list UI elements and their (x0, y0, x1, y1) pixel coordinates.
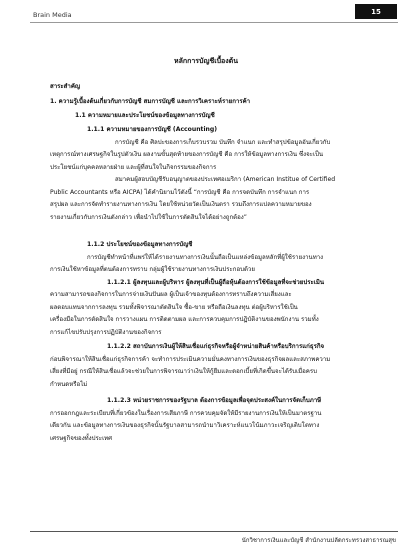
heading-line: 1.1.2 ประโยชน์ของข้อมูลทางการบัญชี (87, 241, 193, 248)
paragraph-line: เสี่ยงที่มีอยู่ กรณีให้สินเชื่อแล้วจะช่วยในการพิจารณาว่าเงินให้กู้ยืมและดอกเบี้ยที่เกิดขึ้นจะได้รับเมื่อครบ (50, 368, 318, 375)
heading-line: 1.1.2.3 หน่วยราชการของรัฐบาล ต้องการข้อมูลเพื่อจุดประสงค์ในการจัดเก็บภาษี (107, 397, 322, 404)
footer-text: นักวิชาการเงินและบัญชี สำนักงานปลัดกระทรวงสาธารณสุข (241, 537, 396, 544)
paragraph-line: ผลตอบแทนจากการลงทุน รวมทั้งพิจารณาตัดสินใจ ซื้อ-ขาย หรือถือเงินลงทุน ต่อผู้บริหารใช้เป็น (50, 304, 298, 311)
paragraph-line: ความสามารถของกิจการในการจ่ายเงินปันผล ผู้เป็นเจ้าของทุนต้องการทราบถึงความเสี่ยงและ (50, 291, 292, 298)
footer-divider (30, 531, 398, 532)
heading-line: 1.1.2.1 ผู้ลงทุนและผู้บริหาร ผู้ลงทุนที่เป็นผู้ถือหุ้นต้องการใช้ข้อมูลที่จะช่วยประเมิน (107, 279, 325, 286)
paragraph-line: Public Accountants หรือ AICPA) ได้คำนิยามไว้ดังนี้ “การบัญชี คือ การจดบันทึก การจำแนก การ (50, 189, 310, 196)
paragraph-line: สมาคมผู้สอบบัญชีรับอนุญาตของประเทศอเมริกา (American Institue of Certified (115, 176, 336, 183)
heading-line: 1. ความรู้เบื้องต้นเกี่ยวกับการบัญชี สมการบัญชี และการวิเคราะห์รายการค้า (50, 98, 251, 105)
paragraph-line: กำหนดหรือไม่ (50, 381, 88, 388)
paragraph-line: การแก้ไขปรับปรุงการปฏิบัติงานของกิจการ (50, 329, 162, 336)
heading-line: 1.1 ความหมายและประโยชน์ของข้อมูลทางการบัญชี (75, 112, 215, 119)
heading-line: 1.1.2.2 สถาบันการเงินผู้ให้สินเชื่อแก่ธุรกิจหรือผู้จำหน่ายสินค้าหรือบริการแก่ธุรกิจ (107, 343, 325, 350)
paragraph-line: เดียวกัน และข้อมูลทางการเงินของธุรกิจนั้นรัฐบาลสามารถนำมาวิเคราะห์แนวโน้มภาวะเจริญเติบโตทาง (50, 422, 320, 429)
header-divider (30, 22, 398, 23)
paragraph-line: สรุปผล และการจัดทำรายงานทางการเงิน โดยใช้หน่วยวัดเป็นเงินตรา รวมถึงการแปลความหมายของ (50, 201, 312, 208)
header-brand: Brain Media (33, 11, 72, 19)
paragraph-line: การบัญชีทำหน้าที่แพร่ให้ได้รายงานทางการเงินนั้นถือเป็นแหล่งข้อมูลหลักที่ผู้ใช้รายงานทาง (87, 254, 324, 261)
paragraph-line: การบัญชี คือ ศิลปะของการเก็บรวบรวม บันทึก จำแนก และทำสรุปข้อมูลอันเกี่ยวกับ (115, 139, 331, 146)
heading-line: 1.1.1 ความหมายของการบัญชี (Accounting) (87, 126, 218, 133)
paragraph-line: การเงินใช้หาข้อมูลที่ตนต้องการทราบ กลุ่มผู้ใช้รายงานทางการเงินประกอบด้วย (50, 266, 255, 273)
paragraph-line: ก่อนพิจารณาให้สินเชื่อแก่ธุรกิจการค้า จะทำการประเมินความมั่นคงทางการเงินของธุรกิจผลและสภาพความ (50, 356, 331, 363)
paragraph-line: เครื่องมือในการตัดสินใจ การวางแผน การติดตามผล และการควบคุมการปฏิบัติงานของพนักงาน รวมทั้ง (50, 316, 319, 323)
paragraph-line: การออกกฎและระเบียบที่เกี่ยวข้องในเรื่องการเสียภาษี การควบคุมจัดให้มีรายงานการเงินให้เป็นมาตรฐาน (50, 410, 322, 417)
paragraph-line: เหตุการณ์ทางเศรษฐกิจในรูปตัวเงิน ผลงานขั้นสุดท้ายของการบัญชี คือ การให้ข้อมูลทางการเงิน ซึ่งจะเป็น (50, 151, 324, 158)
paragraph-line: รายงานเกี่ยวกับการเงินดังกล่าว เพื่อนำไปใช้ในการตัดสินใจได้อย่างถูกต้อง” (50, 214, 247, 221)
document-title: หลักการบัญชีเบื้องต้น (173, 57, 239, 65)
paragraph-line: เศรษฐกิจของทั้งประเทศ (50, 435, 113, 442)
paragraph-line: ประโยชน์แก่บุคคลหลายฝ่าย และผู้ที่สนใจในกิจกรรมของกิจการ (50, 164, 217, 171)
heading-line: สาระสำคัญ (50, 83, 81, 90)
page-number-badge: 15 (355, 4, 397, 19)
